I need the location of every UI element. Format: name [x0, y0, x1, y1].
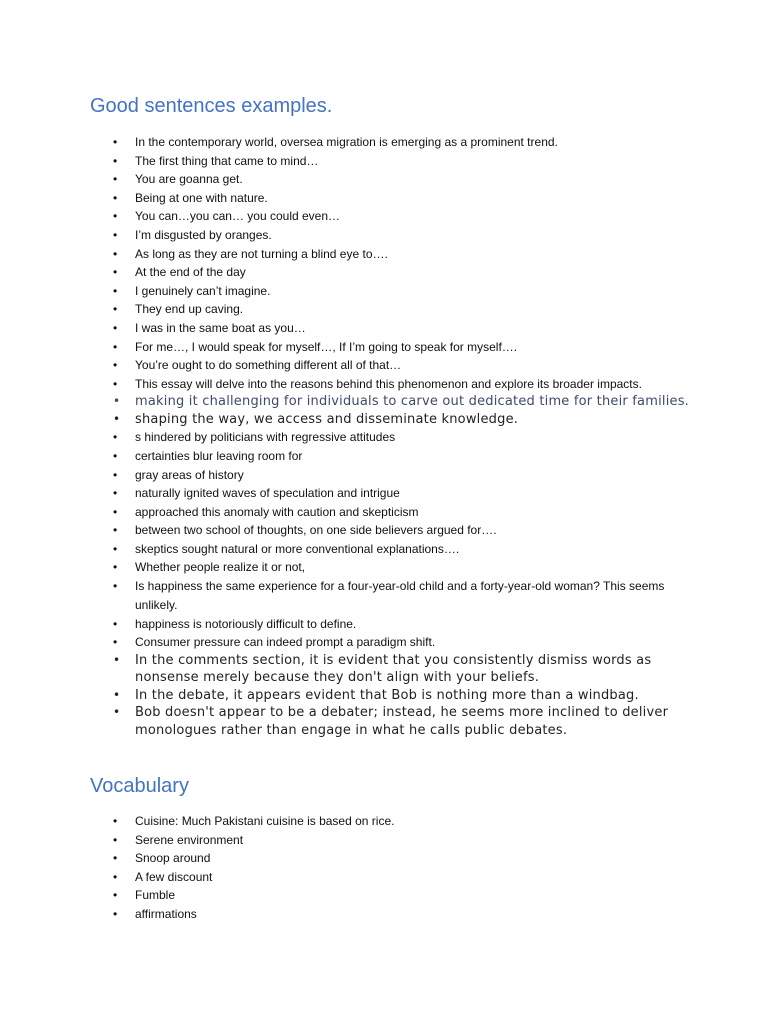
- bullet-icon: •: [113, 265, 118, 280]
- list-item: [0, 152, 700, 171]
- list-item: [0, 831, 700, 850]
- list-item-text: The first thing that came to mind…: [135, 153, 319, 168]
- list-item-text: At the end of the day: [135, 265, 246, 280]
- bullet-icon: •: [113, 467, 118, 482]
- bullet-icon: •: [113, 358, 118, 373]
- bullet-icon: •: [113, 635, 118, 650]
- list-item: [0, 577, 700, 615]
- heading-good-sentences: Good sentences examples.: [90, 95, 333, 117]
- bullet-icon: •: [113, 888, 118, 903]
- list-item: [0, 375, 700, 394]
- bullet-icon: •: [113, 541, 118, 556]
- list-item: [0, 300, 700, 319]
- bullet-icon: •: [113, 523, 118, 538]
- list-item: [0, 319, 700, 338]
- list-item-text: Bob doesn't appear to be a debater; instead, he seems more inclined to deliver monologues rather than engage in what he calls public debates.: [135, 705, 669, 738]
- bullet-icon: •: [113, 320, 118, 335]
- list-item: [0, 503, 700, 522]
- bullet-icon: •: [113, 394, 121, 409]
- list-item-text: Cuisine: Much Pakistani cuisine is based on rice.: [135, 814, 395, 828]
- list-item-text: Being at one with nature.: [135, 190, 268, 205]
- list-item-text: I’m disgusted by oranges.: [135, 227, 272, 242]
- sentence-examples-list: [0, 133, 700, 739]
- list-item-text: between two school of thoughts, on one side believers argued for….: [135, 523, 497, 538]
- bullet-icon: •: [113, 832, 118, 847]
- bullet-icon: •: [113, 302, 118, 317]
- bullet-icon: •: [113, 411, 121, 426]
- bullet-icon: •: [113, 616, 118, 631]
- list-item-text: making it challenging for individuals to carve out dedicated time for their families.: [135, 394, 690, 410]
- list-item-text: certainties blur leaving room for: [135, 448, 303, 463]
- list-item: [0, 356, 700, 375]
- list-item: [0, 633, 700, 652]
- bullet-icon: •: [113, 227, 118, 242]
- heading-vocabulary: Vocabulary: [90, 775, 189, 797]
- bullet-icon: •: [113, 560, 118, 575]
- list-item-text: I genuinely can’t imagine.: [135, 283, 271, 298]
- list-item: [0, 245, 700, 264]
- list-item: [0, 411, 700, 429]
- bullet-icon: •: [113, 504, 118, 519]
- list-item: [0, 226, 700, 245]
- list-item-text: You are goanna get.: [135, 172, 243, 187]
- list-item-text: Snoop around: [135, 851, 211, 866]
- bullet-icon: •: [113, 652, 121, 667]
- list-item-text: For me…, I would speak for myself…, If I’m going to speak for myself….: [135, 339, 518, 354]
- bullet-icon: •: [113, 376, 118, 391]
- list-item: [0, 428, 700, 447]
- list-item-text: Whether people realize it or not,: [135, 560, 306, 575]
- bullet-icon: •: [113, 687, 121, 702]
- bullet-icon: •: [113, 906, 118, 921]
- vocabulary-list: [0, 812, 700, 924]
- list-item-text: In the comments section, it is evident that you consistently dismiss words as nonsense merely because they don't align with your beliefs.: [135, 652, 652, 686]
- bullet-icon: •: [113, 153, 118, 168]
- list-item: [0, 812, 700, 831]
- list-item: [0, 540, 700, 559]
- list-item: [0, 615, 700, 634]
- list-item: [0, 886, 700, 905]
- list-item-text: I was in the same boat as you…: [135, 320, 306, 335]
- list-item: [0, 338, 700, 357]
- list-item-text: Fumble: [135, 888, 176, 903]
- bullet-icon: •: [113, 430, 118, 445]
- list-item-text: In the debate, it appears evident that Bob is nothing more than a windbag.: [135, 687, 639, 703]
- list-item: [0, 484, 700, 503]
- bullet-icon: •: [113, 486, 118, 501]
- list-item-text: In the contemporary world, oversea migration is emerging as a prominent trend.: [135, 135, 558, 149]
- list-item-text: shaping the way, we access and disseminate knowledge.: [135, 411, 519, 427]
- list-item-text: gray areas of history: [135, 467, 244, 482]
- list-item-text: They end up caving.: [135, 302, 244, 317]
- bullet-icon: •: [113, 579, 118, 594]
- bullet-icon: •: [113, 448, 118, 463]
- bullet-icon: •: [113, 190, 118, 205]
- bullet-icon: •: [113, 851, 118, 866]
- list-item: [0, 558, 700, 577]
- list-item-text: Consumer pressure can indeed prompt a paradigm shift.: [135, 635, 436, 650]
- list-item-text: s hindered by politicians with regressive attitudes: [135, 430, 396, 445]
- bullet-icon: •: [113, 814, 118, 828]
- list-item-text: approached this anomaly with caution and skepticism: [135, 504, 419, 519]
- list-item: [0, 263, 700, 282]
- list-item: [0, 849, 700, 868]
- list-item-text: Is happiness the same experience for a four-year-old child and a forty-year-old woman? This seems unlikely.: [135, 579, 665, 612]
- bullet-icon: •: [113, 339, 118, 354]
- list-item: [0, 652, 700, 687]
- list-item: [0, 521, 700, 540]
- list-item-text: This essay will delve into the reasons behind this phenomenon and explore its broader impacts.: [135, 376, 642, 391]
- list-item: [0, 282, 700, 301]
- list-item: [0, 704, 700, 739]
- list-item: [0, 905, 700, 924]
- list-item: [0, 447, 700, 466]
- list-item: [0, 687, 700, 705]
- list-item-text: happiness is notoriously difficult to define.: [135, 616, 357, 631]
- list-item-text: You can…you can… you could even…: [135, 209, 341, 224]
- list-item-text: Serene environment: [135, 832, 244, 847]
- bullet-icon: •: [113, 869, 118, 884]
- list-item: [0, 170, 700, 189]
- list-item: [0, 466, 700, 485]
- list-item: [0, 393, 700, 411]
- list-item: [0, 868, 700, 887]
- list-item-text: affirmations: [135, 906, 197, 921]
- bullet-icon: •: [113, 283, 118, 298]
- bullet-icon: •: [113, 209, 118, 224]
- list-item-text: As long as they are not turning a blind eye to….: [135, 246, 388, 261]
- list-item: [0, 133, 700, 152]
- bullet-icon: •: [113, 135, 118, 149]
- list-item-text: skeptics sought natural or more conventional explanations….: [135, 541, 460, 556]
- bullet-icon: •: [113, 172, 118, 187]
- list-item: [0, 189, 700, 208]
- bullet-icon: •: [113, 705, 121, 720]
- bullet-icon: •: [113, 246, 118, 261]
- list-item-text: You’re ought to do something different all of that…: [135, 358, 402, 373]
- list-item-text: naturally ignited waves of speculation and intrigue: [135, 486, 400, 501]
- list-item: [0, 207, 700, 226]
- list-item-text: A few discount: [135, 869, 213, 884]
